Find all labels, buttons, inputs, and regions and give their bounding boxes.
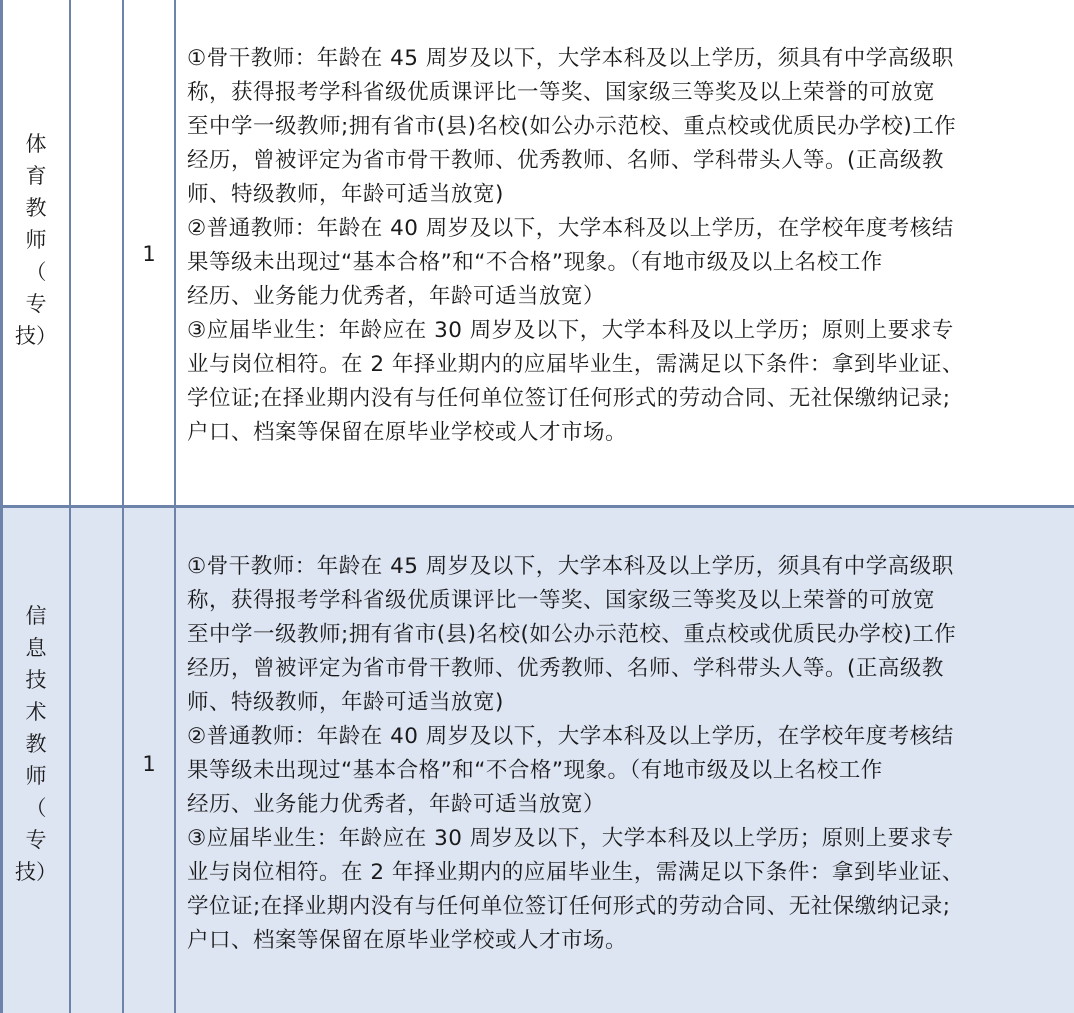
position-name-char: 育 — [25, 164, 47, 188]
count-cell — [124, 508, 176, 1013]
requirement-line: 至中学一级教师;拥有省市(县)名校(如公办示范校、重点校或优质民办学校)工作 — [187, 114, 957, 139]
position-name-char: 术 — [25, 700, 47, 724]
requirement-line: 果等级未出现过“基本合格”和“不合格”现象。（有地市级及以上名校工作 — [187, 758, 883, 783]
requirement-line: 师、特级教师，年龄可适当放宽) — [187, 690, 504, 715]
requirement-line: 至中学一级教师;拥有省市(县)名校(如公办示范校、重点校或优质民办学校)工作 — [187, 622, 957, 647]
requirement-line: 经历、业务能力优秀者，年龄可适当放宽） — [187, 792, 606, 817]
requirement-line: 称，获得报考学科省级优质课评比一等奖、国家级三等奖及以上荣誉的可放宽 — [187, 588, 936, 613]
position-name-char: （ — [25, 796, 47, 820]
position-count: 1 — [142, 752, 156, 776]
table-row-pe-teacher — [3, 0, 1074, 507]
position-name-char: 技） — [15, 324, 57, 348]
requirements-text — [187, 42, 1061, 450]
requirement-line: 果等级未出现过“基本合格”和“不合格”现象。（有地市级及以上名校工作 — [187, 250, 883, 275]
requirements-cell — [176, 508, 1074, 1013]
requirement-line: ②普通教师：年龄在 40 周岁及以下，大学本科及以上学历，在学校年度考核结 — [187, 724, 954, 749]
requirement-line: 业与岗位相符。在 2 年择业期内的应届毕业生，需满足以下条件：拿到毕业证、 — [187, 860, 964, 885]
position-name-char: 教 — [25, 732, 47, 756]
position-name-char: 专 — [25, 292, 47, 316]
position-name-char: 专 — [25, 828, 47, 852]
empty-cell — [71, 0, 124, 507]
position-count: 1 — [142, 242, 156, 266]
requirement-line: ③应届毕业生：年龄应在 30 周岁及以下，大学本科及以上学历；原则上要求专 — [187, 826, 954, 851]
position-name-char: 师 — [25, 228, 47, 252]
position-name-char: 技 — [25, 668, 47, 692]
position-name-cell — [3, 0, 71, 507]
position-name-char: 息 — [25, 636, 47, 660]
position-name — [3, 128, 69, 352]
requirement-line: ③应届毕业生：年龄应在 30 周岁及以下，大学本科及以上学历；原则上要求专 — [187, 318, 954, 343]
position-name-char: 师 — [25, 764, 47, 788]
requirement-line: 户口、档案等保留在原毕业学校或人才市场。 — [187, 420, 628, 445]
requirement-line: 称，获得报考学科省级优质课评比一等奖、国家级三等奖及以上荣誉的可放宽 — [187, 80, 936, 105]
empty-cell — [71, 508, 124, 1013]
requirement-line: 户口、档案等保留在原毕业学校或人才市场。 — [187, 928, 628, 953]
position-name-char: 信 — [25, 604, 47, 628]
requirement-line: 经历、业务能力优秀者，年龄可适当放宽） — [187, 284, 606, 309]
requirements-text — [187, 550, 1061, 958]
table-row-it-teacher — [3, 505, 1074, 1013]
position-name-char: 体 — [25, 132, 47, 156]
count-cell — [124, 0, 176, 507]
requirement-line: 经历，曾被评定为省市骨干教师、优秀教师、名师、学科带头人等。(正高级教 — [187, 148, 944, 173]
position-name — [3, 600, 69, 888]
requirements-cell — [176, 0, 1074, 507]
requirement-line: 学位证;在择业期内没有与任何单位签订任何形式的劳动合同、无社保缴纳记录; — [187, 894, 951, 919]
requirement-line: ②普通教师：年龄在 40 周岁及以下，大学本科及以上学历，在学校年度考核结 — [187, 216, 954, 241]
requirement-line: 学位证;在择业期内没有与任何单位签订任何形式的劳动合同、无社保缴纳记录; — [187, 386, 951, 411]
requirement-line: ①骨干教师：年龄在 45 周岁及以下，大学本科及以上学历，须具有中学高级职 — [187, 46, 954, 71]
position-name-cell — [3, 508, 71, 1013]
requirement-line: 业与岗位相符。在 2 年择业期内的应届毕业生，需满足以下条件：拿到毕业证、 — [187, 352, 964, 377]
position-name-char: 技） — [15, 860, 57, 884]
position-name-char: （ — [25, 260, 47, 284]
requirement-line: ①骨干教师：年龄在 45 周岁及以下，大学本科及以上学历，须具有中学高级职 — [187, 554, 954, 579]
position-name-char: 教 — [25, 196, 47, 220]
requirement-line: 师、特级教师，年龄可适当放宽) — [187, 182, 504, 207]
requirement-line: 经历，曾被评定为省市骨干教师、优秀教师、名师、学科带头人等。(正高级教 — [187, 656, 944, 681]
